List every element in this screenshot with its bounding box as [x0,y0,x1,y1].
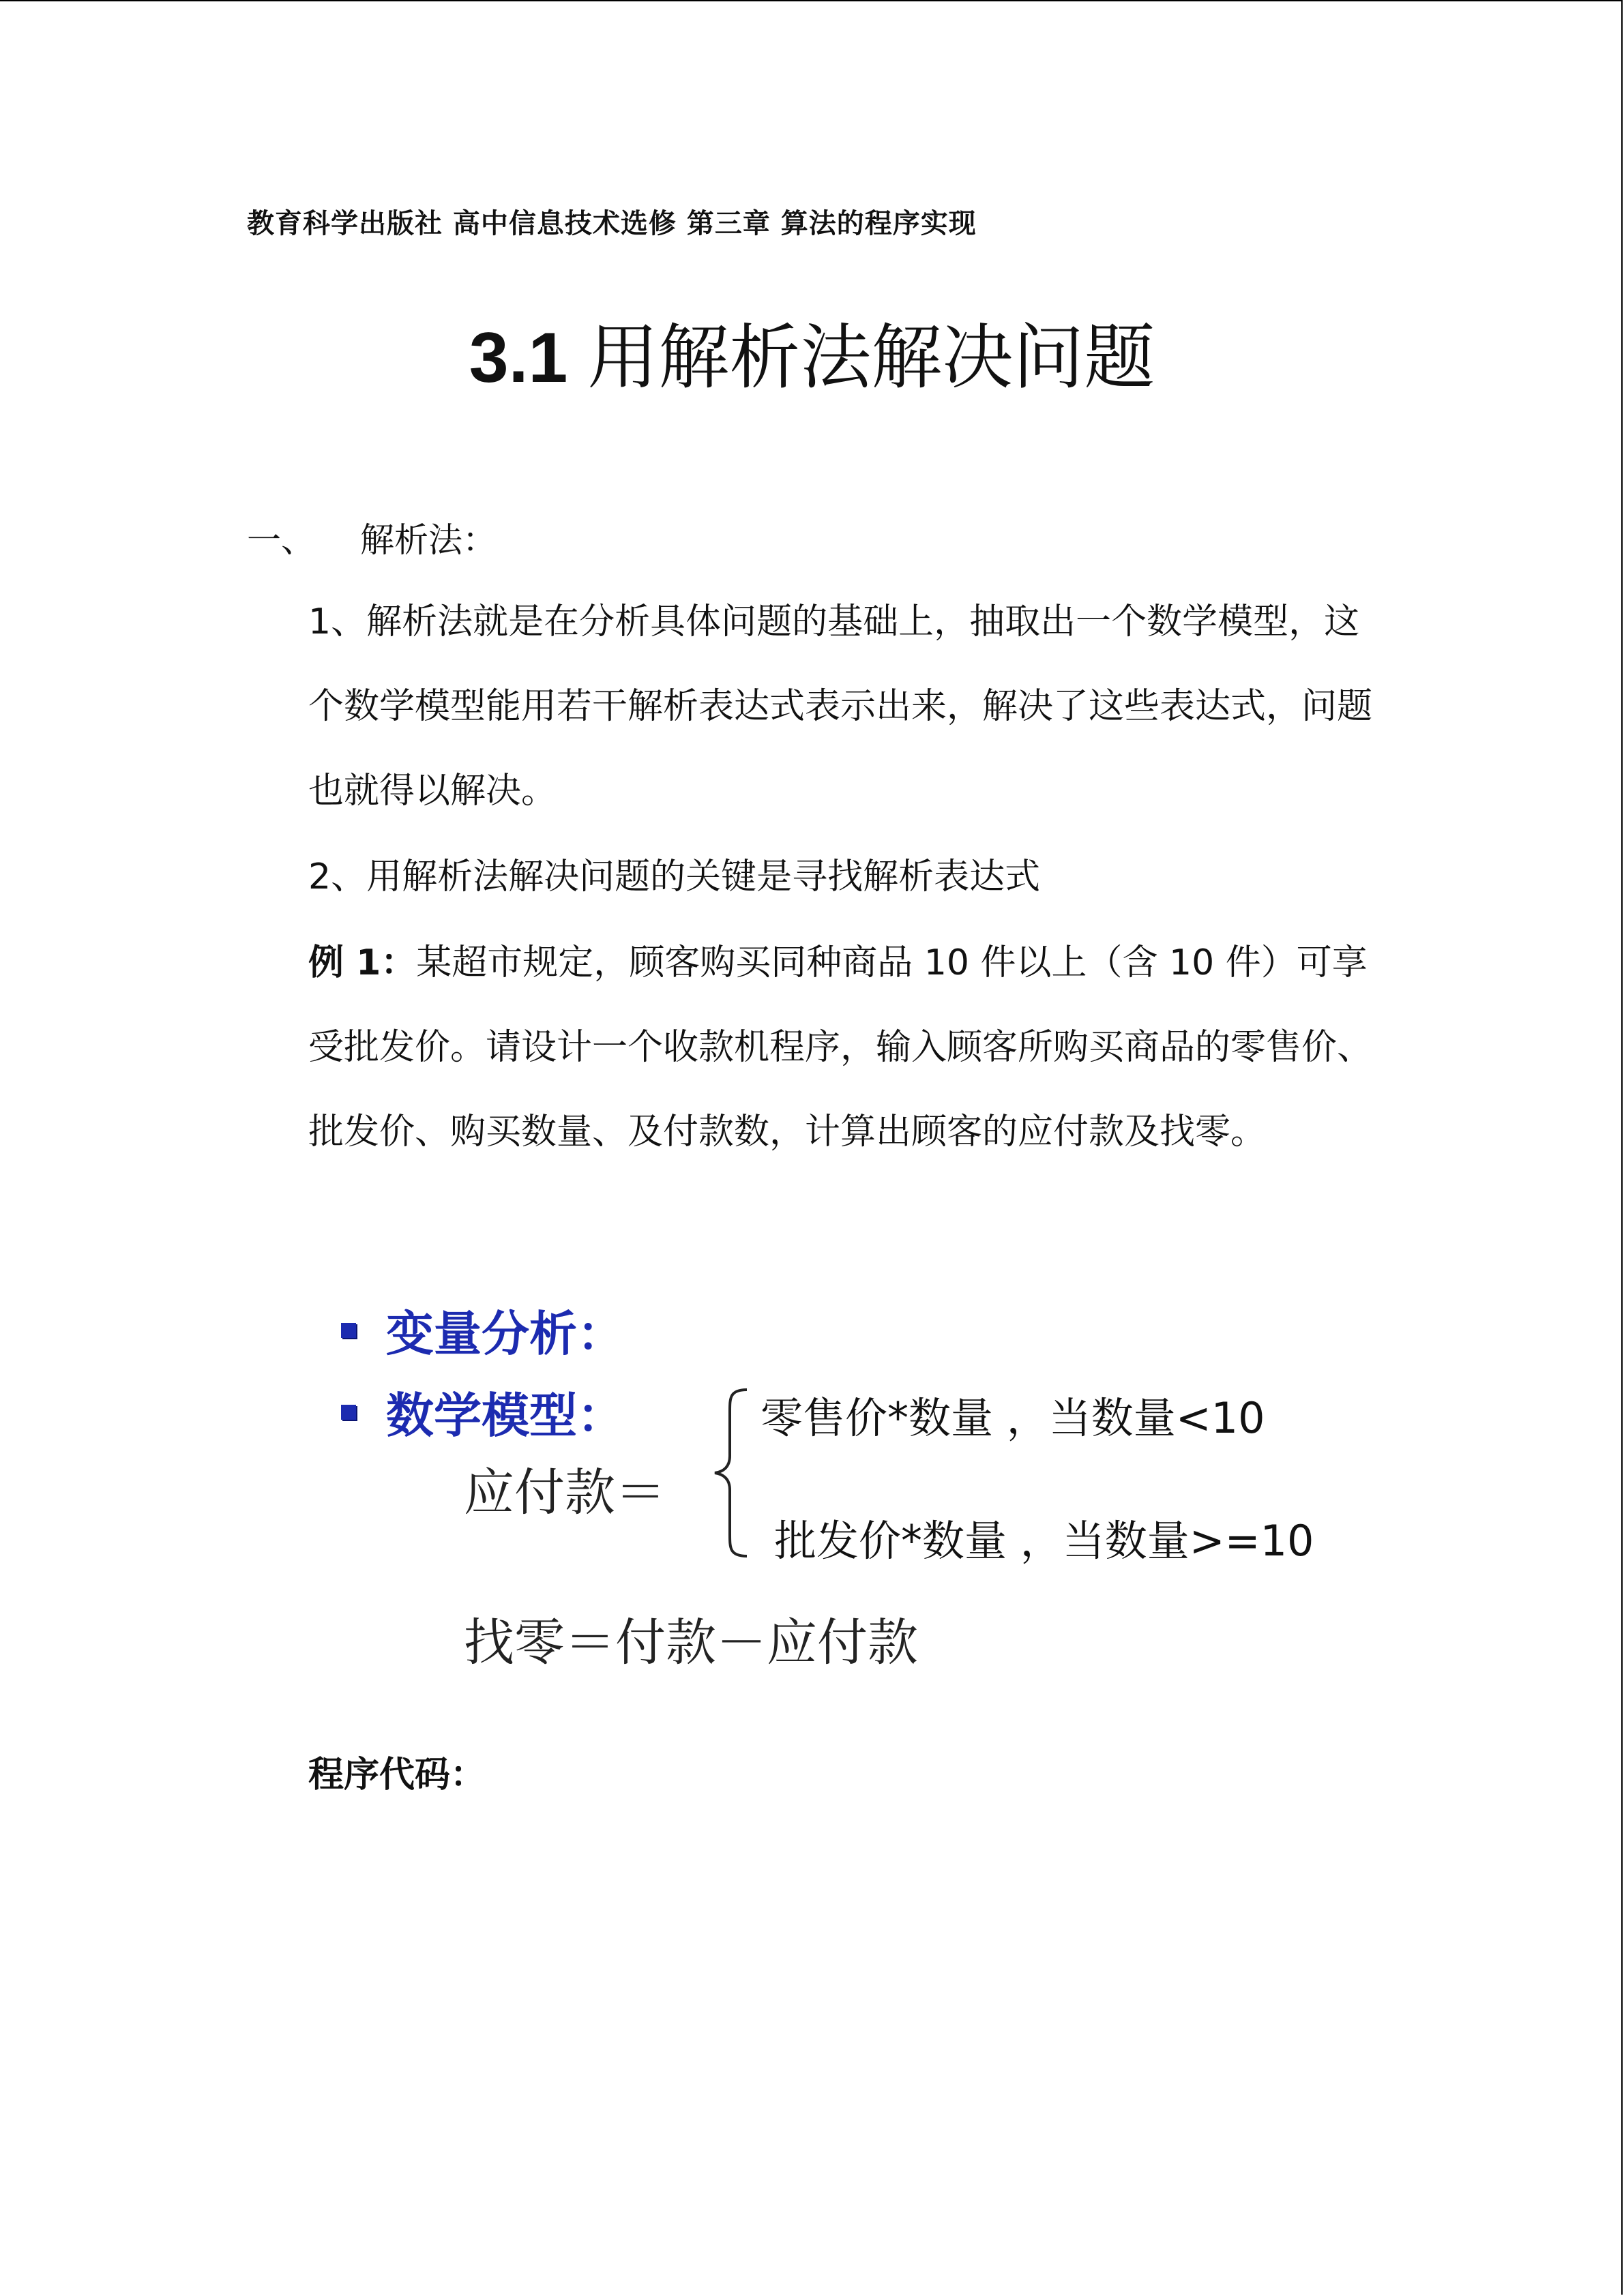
square-bullet-icon [341,1323,356,1338]
example-text: 某超市规定，顾客购买同种商品 10 件以上（含 10 件）可享受批发价。请设计一个收款机程序，输入顾客所购买商品的零售价、批发价、购买数量、及付款数，计算出顾客的应付款及找零。 [308,942,1373,1152]
point-2: 2、用解析法解决问题的关键是寻找解析表达式 [308,856,1041,897]
title-text: 用解析法解决问题 [587,316,1155,399]
bullet-math-model [341,1377,625,1446]
section-marker: 一、 [247,520,315,560]
example-1 [308,921,1386,1174]
math-model-figure [327,1282,1350,1678]
case-retail: 零售价*数量 ，当数量<10 [761,1393,1265,1443]
change-formula: 找零＝付款－应付款 [464,1613,918,1672]
title-number: 3.1 [469,318,588,398]
square-bullet-icon [341,1405,356,1420]
left-brace-icon [709,1384,757,1562]
section-heading [247,513,497,562]
point-1: 1、解析法就是在分析具体问题的基础上，抽取出一个数学模型，这个数学模型能用若干解析表达式表示出来，解决了这些表达式，问题也就得以解决。 [308,601,1373,811]
page-title [0,300,1624,402]
running-header: 教育科学出版社 高中信息技术选修 第三章 算法的程序实现 [247,208,977,239]
section-label: 解析法： [360,520,497,560]
bullet-label: 数学模型： [386,1388,625,1444]
bullet-variable-analysis [341,1296,625,1365]
bullet-label: 变量分析： [386,1306,625,1362]
case-wholesale: 批发价*数量 ，当数量>=10 [774,1516,1314,1566]
formula-lhs: 应付款＝ [464,1463,666,1522]
code-label: 程序代码： [308,1755,486,1795]
example-label: 例 1： [308,942,417,983]
